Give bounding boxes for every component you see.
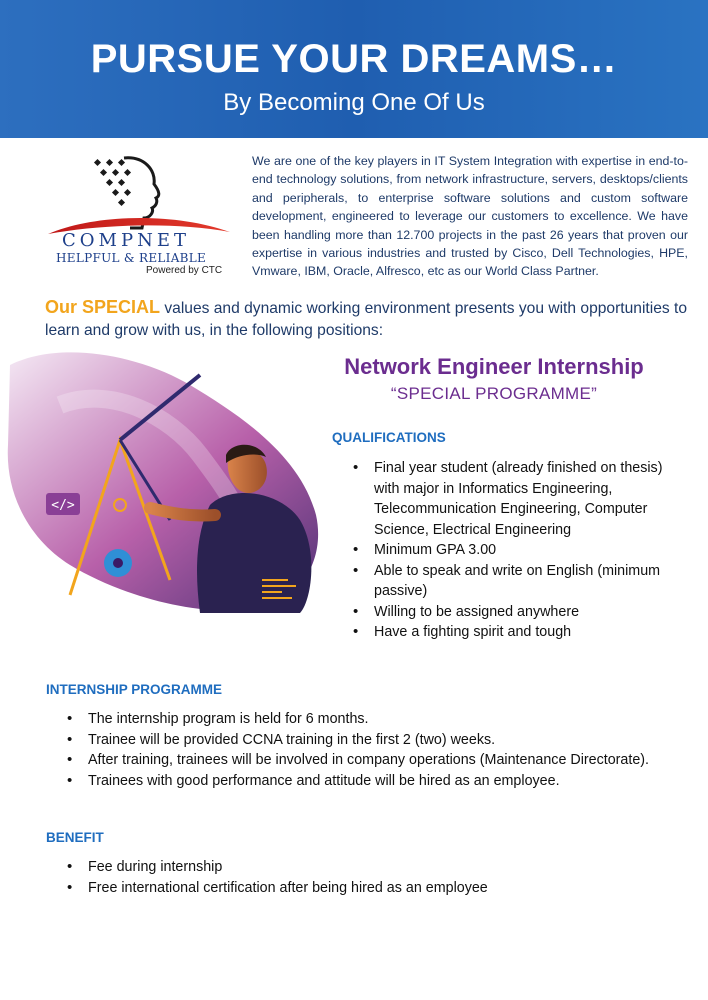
- list-item: • Have a fighting spirit and tough: [348, 622, 678, 643]
- list-item: • Willing to be assigned anywhere: [348, 602, 678, 623]
- page-title: PURSUE YOUR DREAMS…: [90, 37, 618, 81]
- qualifications-list: [348, 458, 678, 643]
- logo-tagline: HELPFUL & RELIABLE: [56, 251, 207, 265]
- values-highlight: Our SPECIAL: [45, 297, 161, 317]
- list-item: • After training, trainees will be involved in company operations (Maintenance Directorate).: [62, 750, 652, 771]
- benefit-list: [62, 857, 652, 898]
- company-intro: We are one of the key players in IT System Integration with expertise in end-to-end technology solutions, from network infrastructure, servers, desktops/clients and peripherals, to enterprise software solutions and custom software development, engineered to leverage our customers to excellence. We have been handling more than 12.700 projects in the past 26 years that proven our expertise in various industries and trusted by Cisco, Dell Technologies, HPE, Vmware, IBM, Oracle, Alfresco, etc as our World Class Partner.: [252, 154, 688, 279]
- list-item: • Trainee will be provided CCNA training in the first 2 (two) weeks.: [62, 730, 652, 751]
- list-item: • Minimum GPA 3.00: [348, 540, 678, 561]
- internship-list: [62, 709, 652, 791]
- values-text: values and dynamic working environment presents you with opportunities to learn and grow with us, in the following positions:: [45, 300, 688, 339]
- job-subtitle: “SPECIAL PROGRAMME”: [390, 384, 598, 403]
- engineer-touching-network-illustration-icon: [0, 345, 330, 615]
- benefit-heading: BENEFIT: [46, 830, 104, 845]
- qualifications-heading: QUALIFICATIONS: [332, 430, 446, 445]
- list-item: • Fee during internship: [62, 857, 652, 878]
- list-item: • Final year student (already finished on thesis) with major in Informatics Engineering, Telecommunication Engineering, Computer Science, Electrical Engineering: [348, 458, 678, 540]
- list-item: • Trainees with good performance and attitude will be hired as an employee.: [62, 771, 652, 792]
- job-title: Network Engineer Internship: [344, 354, 644, 379]
- list-item: • Able to speak and write on English (minimum passive): [348, 561, 678, 602]
- list-item: • The internship program is held for 6 months.: [62, 709, 652, 730]
- header-banner: [0, 0, 708, 138]
- page-subtitle: By Becoming One Of Us: [223, 89, 485, 116]
- code-badge: </>: [51, 498, 75, 513]
- logo-powered-by: Powered by CTC: [146, 265, 223, 276]
- logo-name: COMPNET: [62, 230, 190, 251]
- list-item: • Free international certification after being hired as an employee: [62, 878, 652, 899]
- values-statement: [45, 296, 695, 342]
- internship-heading: INTERNSHIP PROGRAMME: [46, 682, 223, 697]
